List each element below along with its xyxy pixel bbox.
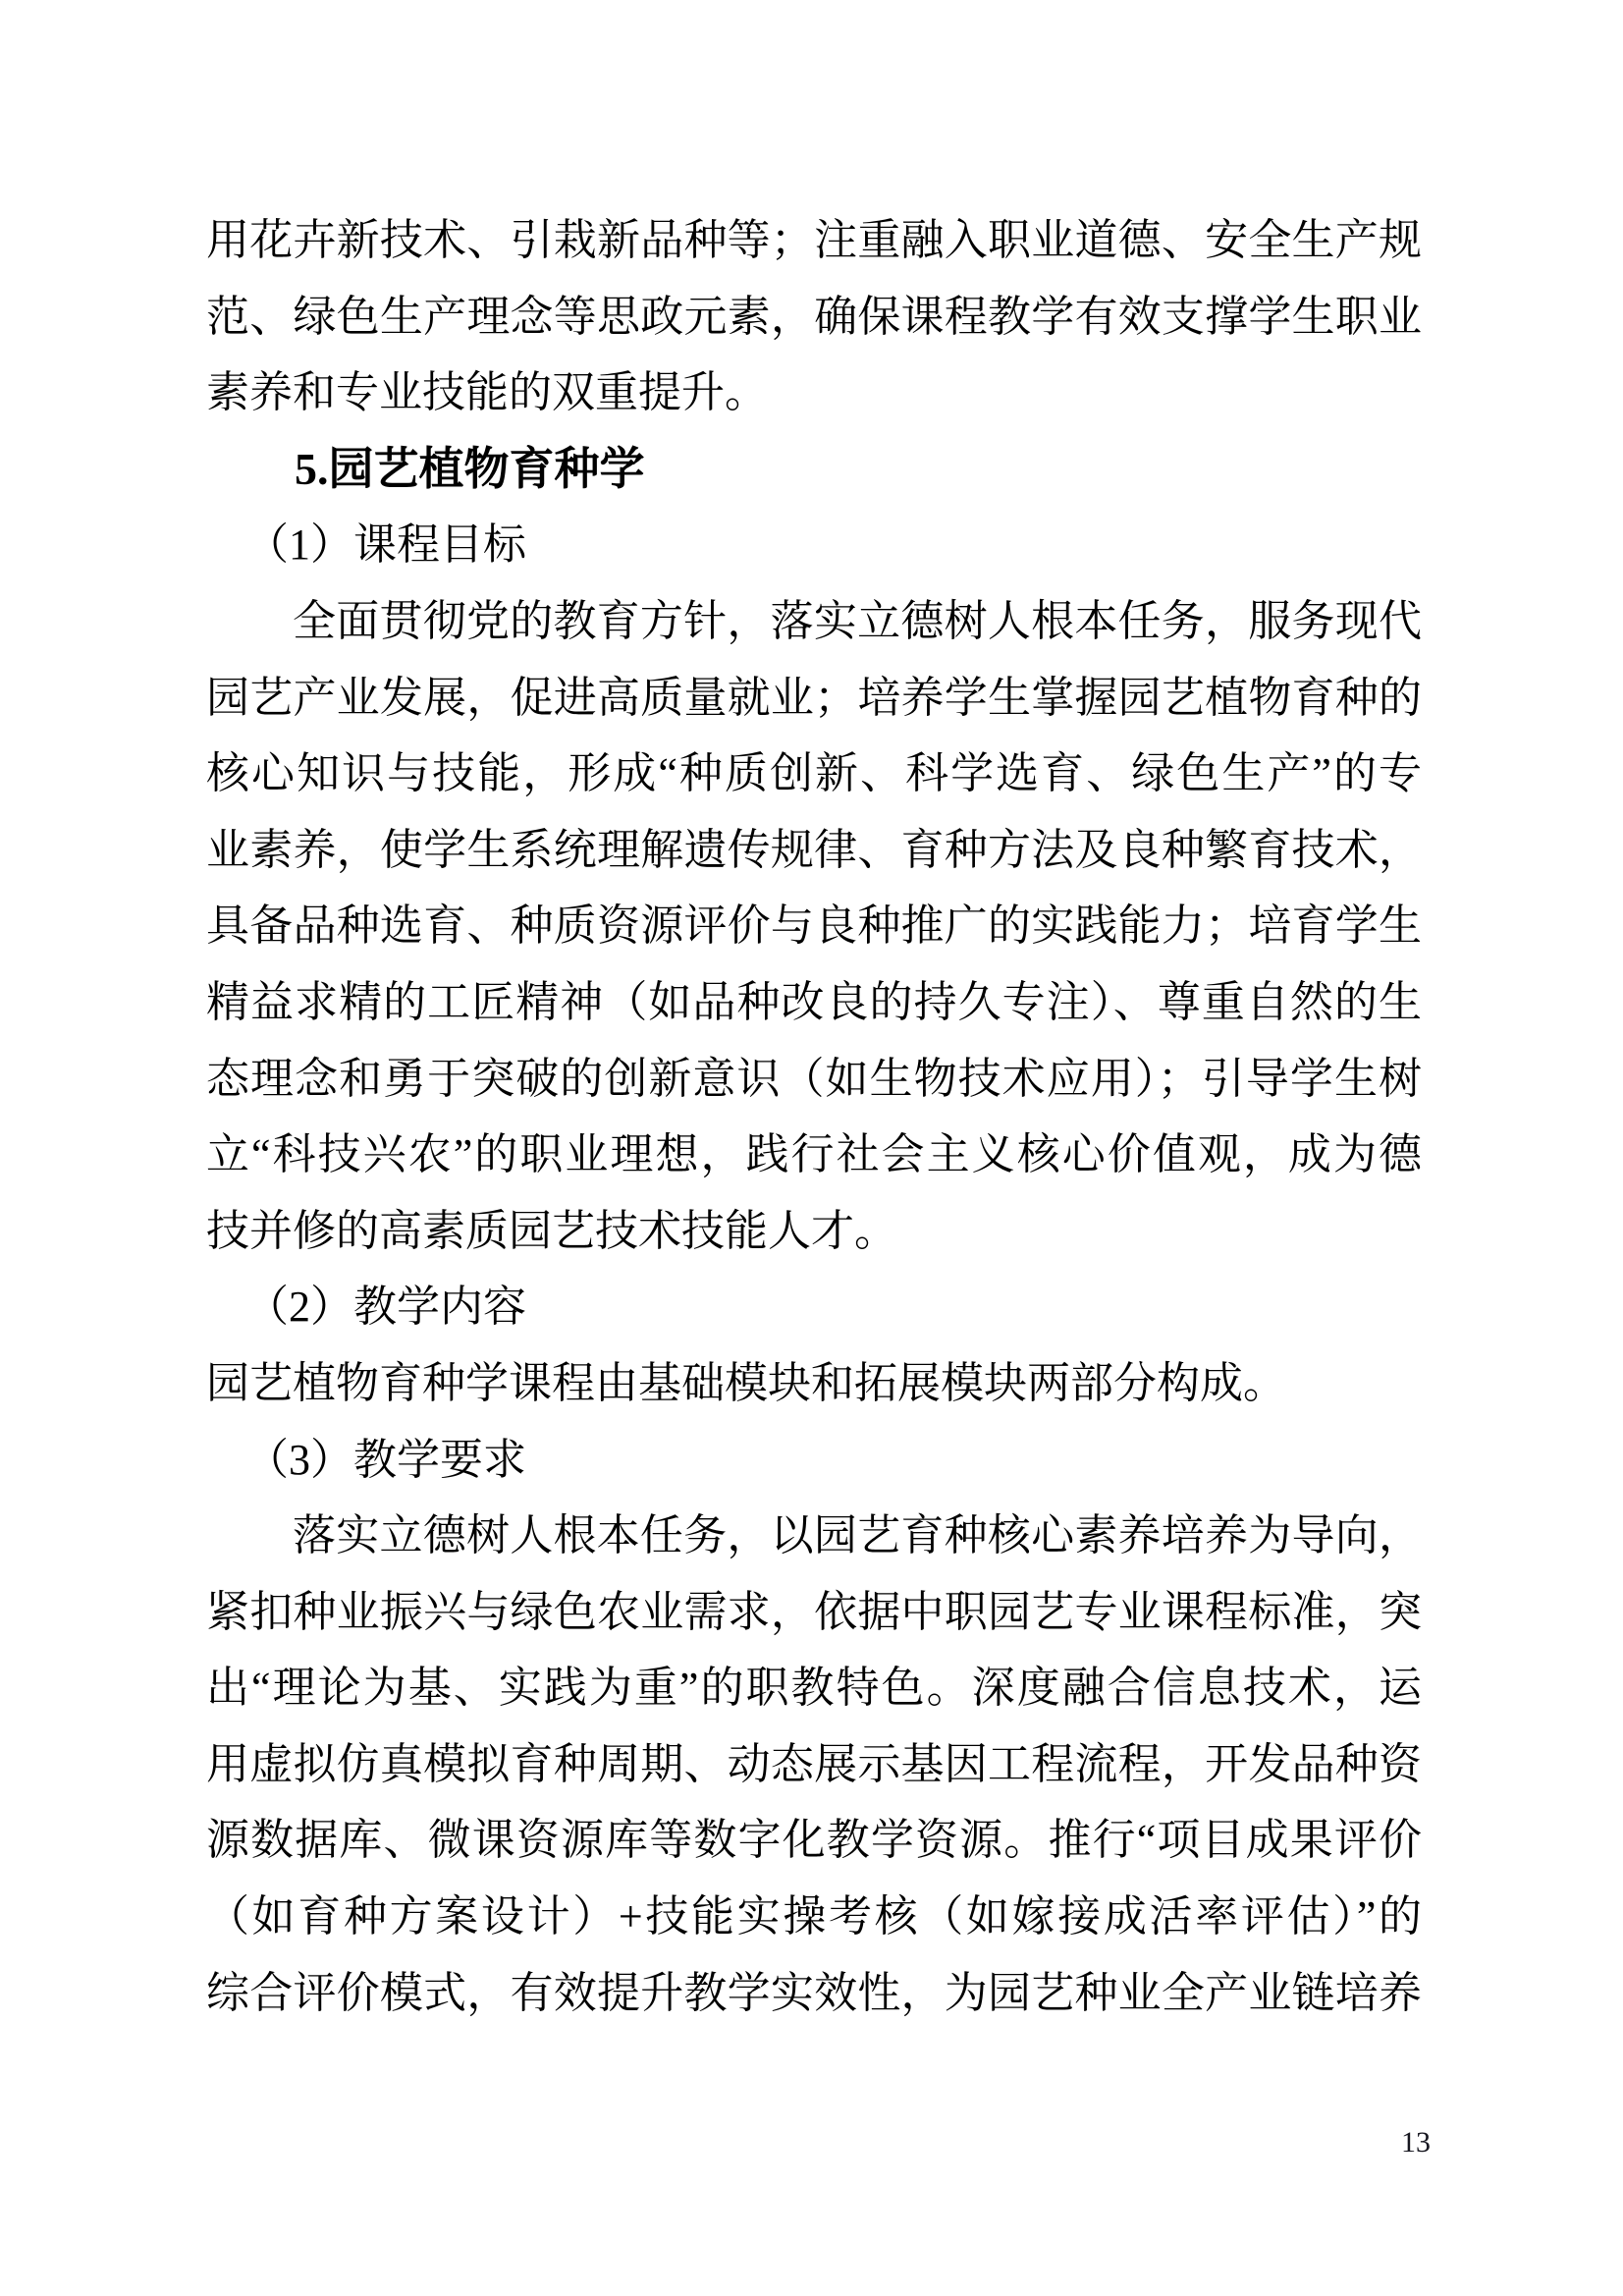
page-number: 13: [1401, 2126, 1431, 2159]
text-line: （1）课程目标: [245, 520, 526, 570]
document-body: [206, 202, 1422, 2031]
text-line: 立“科技兴农”的职业理想，践行社会主义核心价值观，成为德: [206, 1130, 1422, 1179]
text-line: 落实立德树人根本任务，以园艺育种核心素养培养为导向，: [293, 1511, 1422, 1560]
text-line: 园艺产业发展，促进高质量就业；培养学生掌握园艺植物育种的: [206, 673, 1422, 722]
text-line: 具备品种选育、种质资源评价与良种推广的实践能力；培育学生: [206, 902, 1422, 951]
text-line: 技并修的高素质园艺技术技能人才。: [206, 1206, 897, 1255]
text-line: 源数据库、微课资源库等数字化教学资源。推行“项目成果评价: [206, 1816, 1422, 1865]
text-line: 全面贯彻党的教育方针，落实立德树人根本任务，服务现代: [293, 596, 1422, 645]
text-line: 素养和专业技能的双重提升。: [206, 368, 768, 417]
section-heading: 5.园艺植物育种学: [295, 443, 645, 494]
text-line: 精益求精的工匠精神（如品种改良的持久专注）、尊重自然的生: [206, 977, 1422, 1026]
text-line: （2）教学内容: [245, 1283, 526, 1332]
text-line: （3）教学要求: [245, 1435, 526, 1484]
text-line: 用花卉新技术、引栽新品种等；注重融入职业道德、安全生产规: [206, 216, 1422, 264]
text-line: 业素养，使学生系统理解遗传规律、育种方法及良种繁育技术，: [206, 825, 1422, 874]
text-line: 紧扣种业振兴与绿色农业需求，依据中职园艺专业课程标准，突: [206, 1587, 1422, 1636]
text-line: 出“理论为基、实践为重”的职教特色。深度融合信息技术，运: [206, 1664, 1422, 1713]
text-line: 园艺植物育种学课程由基础模块和拓展模块两部分构成。: [206, 1358, 1286, 1407]
text-line: 范、绿色生产理念等思政元素，确保课程教学有效支撑学生职业: [206, 292, 1422, 341]
text-line: （如育种方案设计）+技能实操考核（如嫁接成活率评估）”的: [206, 1892, 1422, 1941]
text-line: 态理念和勇于突破的创新意识（如生物技术应用）；引导学生树: [206, 1054, 1422, 1103]
text-line: 综合评价模式，有效提升教学实效性，为园艺种业全产业链培养: [206, 1968, 1422, 2017]
text-line: 用虚拟仿真模拟育种周期、动态展示基因工程流程，开发品种资: [206, 1739, 1422, 1788]
text-line: 核心知识与技能，形成“种质创新、科学选育、绿色生产”的专: [206, 749, 1422, 798]
